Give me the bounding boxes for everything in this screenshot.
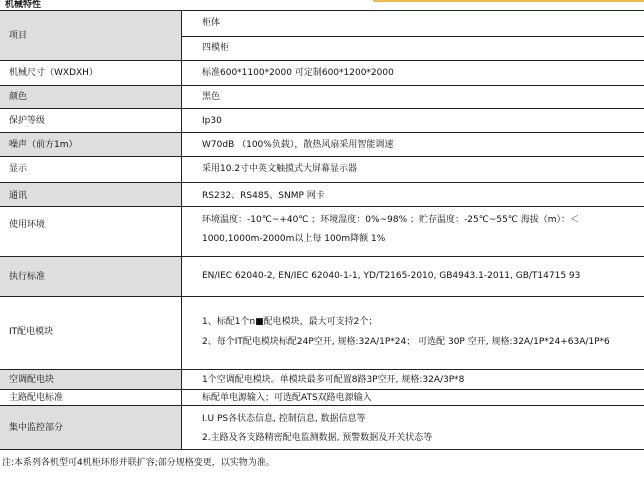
row-label: IT配电模块 [9,327,54,337]
row-label: 空调配电块 [9,375,55,385]
section-title: 机械特性 [5,0,42,10]
spec-row [0,405,644,450]
label-cell [0,133,182,156]
row-value: 标配单电源输入；可选配ATS双路电源输入 [202,393,372,403]
label-cell [0,370,182,389]
row-value: EN/IEC 62040-2, EN/IEC 62040-1-1, YD/T2165-2010, GB4943.1-2011, GB/T14715 93 [202,271,581,281]
row-value: RS232、RS485、SNMP 网卡 [202,191,325,201]
spec-row [0,389,644,405]
row-value: 柜体 [202,18,221,28]
row-value: 2、每个IT配电模块标配24P空开, 规格:32A/1P*24； 可选配 30P 空开, 规格:32A/1P*24+63A/1P*6 [202,337,610,347]
row-value: W70dB （100%负载），散热风扇采用智能调速 [202,140,394,150]
row-value: Ip30 [202,116,222,126]
row-value: 黑色 [202,92,221,102]
row-label: 噪声（前方1m） [9,140,78,150]
footnote: 注:本系列各机型可4机柜环形并联扩容;部分规格变更，以实物为准。 [2,458,275,468]
row-label: 保护等级 [9,116,46,126]
spec-row [0,108,644,132]
row-value: 标准600*1100*2000 可定制600*1200*2000 [202,68,394,78]
row-value: 环境温度：-10℃~+40℃ ；环境湿度：0%~98% ；贮存温度：-25℃~55℃ 海拔（m）：＜ [202,215,580,225]
spec-row [0,156,644,182]
row-label: 项目 [9,31,28,41]
row-label: 通讯 [9,191,28,201]
label-cell [0,157,182,182]
row-value: 1000,1000m-2000m以上每 100m降额 1% [202,234,386,244]
row-label: 主路配电标准 [9,393,64,403]
spec-row [0,10,644,60]
spec-row [0,206,644,256]
row-value: 采用10.2寸中英文触摸式大屏幕显示器 [202,164,358,174]
label-cell [0,109,182,132]
row-label: 使用环境 [9,220,46,230]
spec-row [0,369,644,389]
label-cell [0,86,182,108]
spec-row [0,296,644,369]
row-value: 1个空调配电模块。单模块最多可配置8路3P空开, 规格:32A/3P*8 [202,375,465,385]
row-value: I.U PS各状态信息, 控制信息, 数据信息等 [202,414,366,424]
row-label: 颜色 [9,92,28,102]
row-label: 机械尺寸（WXDXH） [9,68,98,78]
label-cell [0,297,182,369]
inner-rule [182,36,644,37]
spec-row [0,85,644,108]
label-cell [0,390,182,405]
spec-row [0,182,644,206]
accent-bar [373,0,644,2]
label-cell [0,207,182,256]
label-cell [0,61,182,85]
label-cell [0,183,182,206]
spec-row [0,132,644,156]
label-cell [0,11,182,60]
spec-row [0,256,644,296]
row-label: 执行标准 [9,272,46,282]
row-value: 1、标配1个n■配电模块，最大可支持2个； [202,317,378,327]
row-value: 四模柜 [202,43,230,53]
row-value: 2.主路及各支路精密配电监测数据, 预警数据及开关状态等 [202,433,433,443]
row-label: 集中监控部分 [9,423,64,433]
label-cell [0,257,182,296]
label-cell [0,406,182,449]
row-label: 显示 [9,164,28,174]
spec-row [0,60,644,85]
